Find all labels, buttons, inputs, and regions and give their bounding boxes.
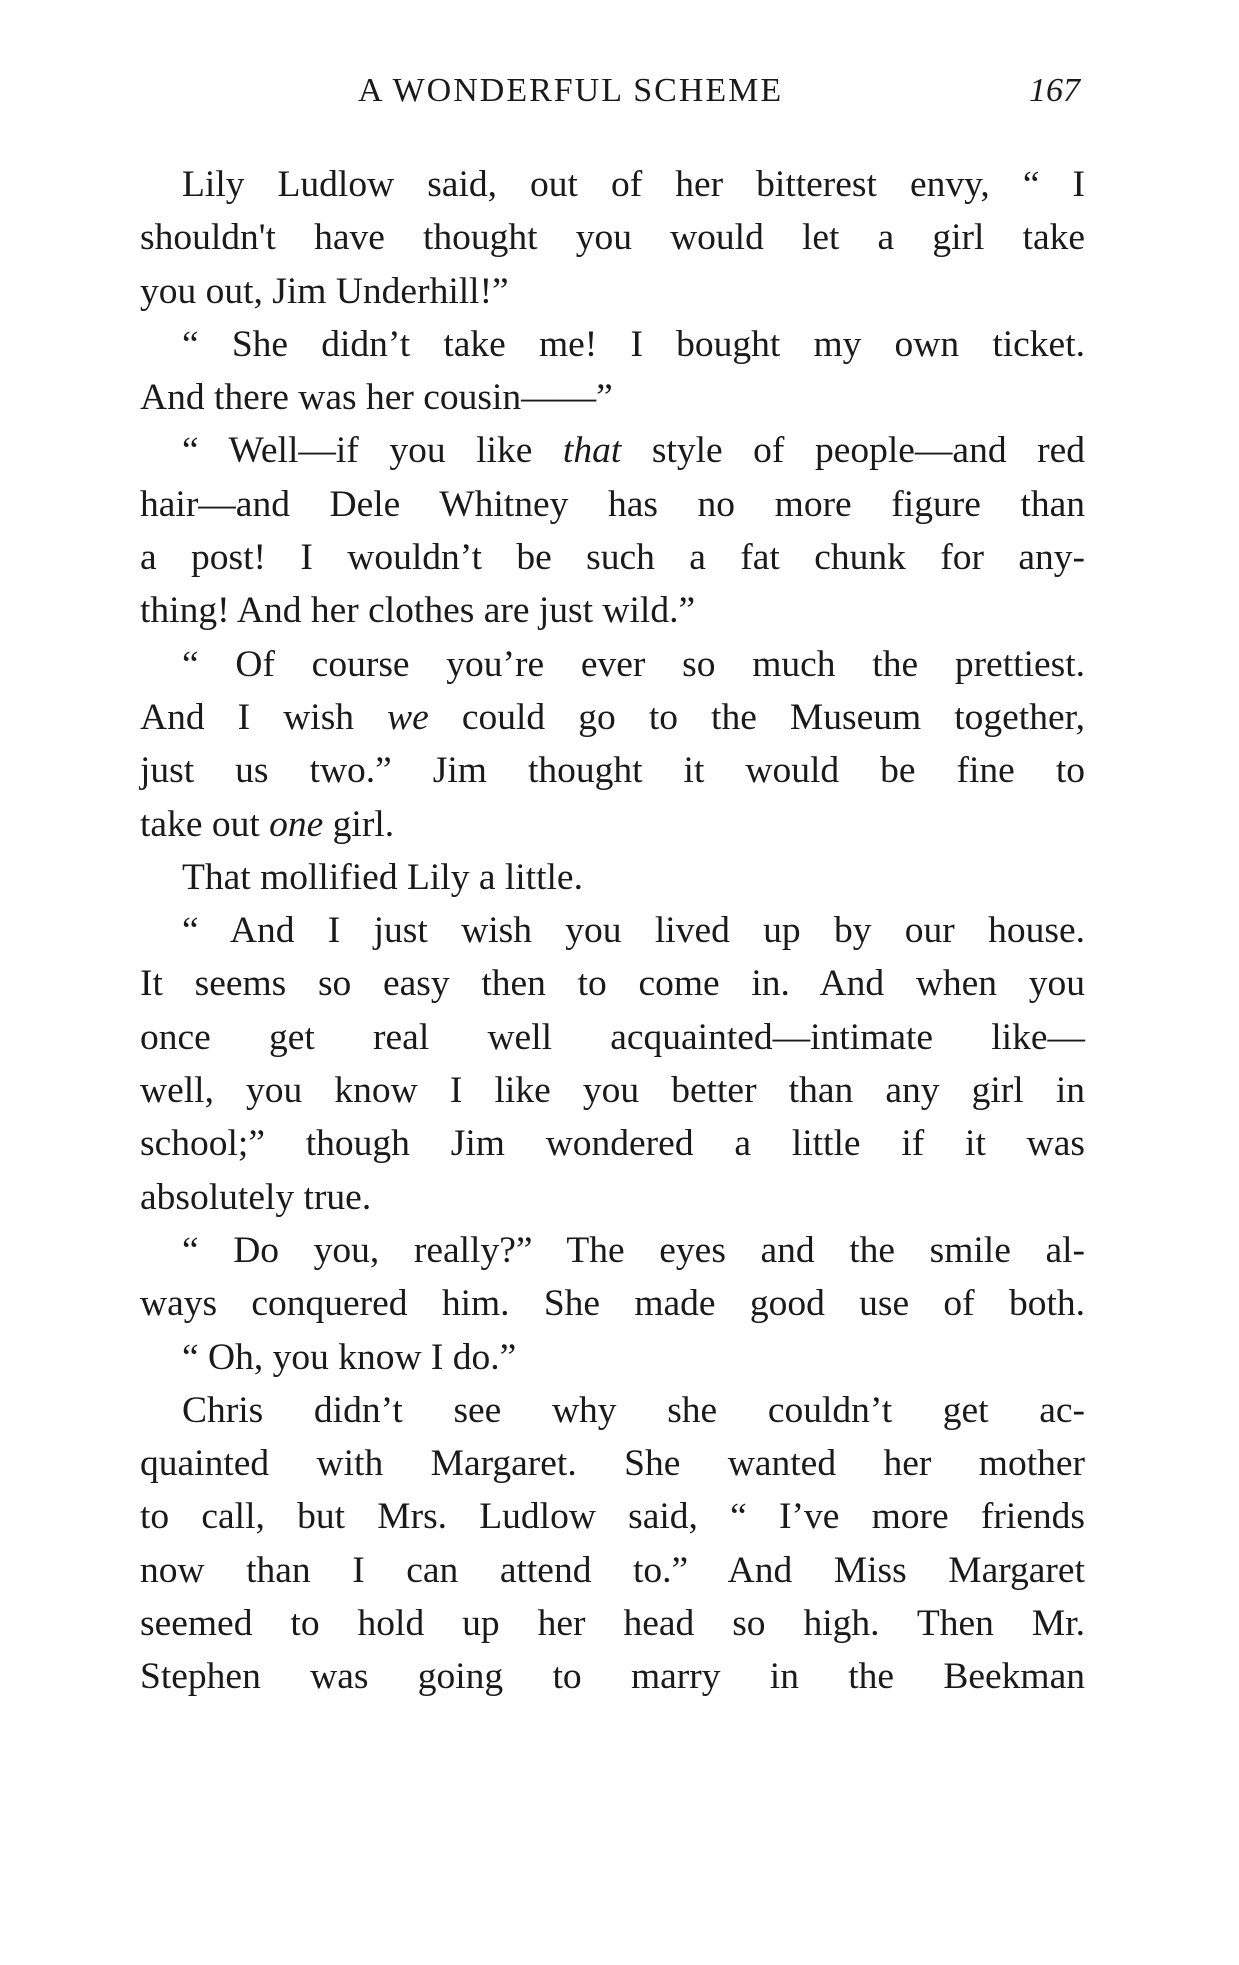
text-line: “ Of course you’re ever so much the prettiest.: [182, 643, 1085, 685]
text-line: “ Well—if you like that style of people—and red: [182, 430, 1085, 472]
text-line: take out one girl.: [140, 803, 395, 845]
text-line: ways conquered him. She made good use of both.: [140, 1283, 1085, 1325]
text-line: That mollified Lily a little.: [182, 856, 583, 898]
text-line: It seems so easy then to come in. And when you: [140, 963, 1085, 1005]
italic-emphasis: we: [387, 696, 429, 738]
body-text: [140, 158, 1085, 1704]
text-line: And there was her cousin——”: [140, 377, 613, 419]
text-line: you out, Jim Underhill!”: [140, 270, 509, 312]
page-number: 167: [1029, 72, 1080, 109]
text-line: to call, but Mrs. Ludlow said, “ I’ve more friends: [140, 1496, 1085, 1538]
text-line: well, you know I like you better than any girl in: [140, 1070, 1085, 1112]
text-line: Stephen was going to marry in the Beekman: [140, 1656, 1085, 1698]
text-line: Chris didn’t see why she couldn’t get ac-: [182, 1389, 1085, 1431]
text-line: thing! And her clothes are just wild.”: [140, 590, 696, 632]
running-head: [140, 72, 1090, 116]
text-line: just us two.” Jim thought it would be fine to: [140, 750, 1085, 792]
text-line: “ And I just wish you lived up by our house.: [182, 910, 1085, 952]
text-line: now than I can attend to.” And Miss Margaret: [140, 1549, 1085, 1591]
text-line: Lily Ludlow said, out of her bitterest envy, “ I: [182, 164, 1085, 205]
italic-emphasis: that: [562, 430, 622, 472]
text-line: seemed to hold up her head so high. Then Mr.: [140, 1603, 1085, 1645]
text-line: quainted with Margaret. She wanted her mother: [140, 1443, 1085, 1485]
running-title: A WONDERFUL SCHEME: [358, 72, 784, 109]
text-line: “ Oh, you know I do.”: [182, 1336, 517, 1378]
text-line: shouldn't have thought you would let a girl take: [140, 217, 1085, 259]
italic-emphasis: one: [269, 803, 324, 845]
text-line: school;” though Jim wondered a little if it was: [140, 1123, 1085, 1165]
text-line: once get real well acquainted—intimate like—: [140, 1016, 1085, 1058]
text-line: And I wish we could go to the Museum together,: [140, 696, 1085, 738]
text-line: absolutely true.: [140, 1176, 372, 1218]
text-line: hair—and Dele Whitney has no more figure than: [140, 483, 1085, 525]
text-line: “ Do you, really?” The eyes and the smile al-: [182, 1229, 1085, 1271]
text-line: “ She didn’t take me! I bought my own ticket.: [182, 323, 1085, 365]
text-line: a post! I wouldn’t be such a fat chunk for any-: [140, 537, 1085, 579]
